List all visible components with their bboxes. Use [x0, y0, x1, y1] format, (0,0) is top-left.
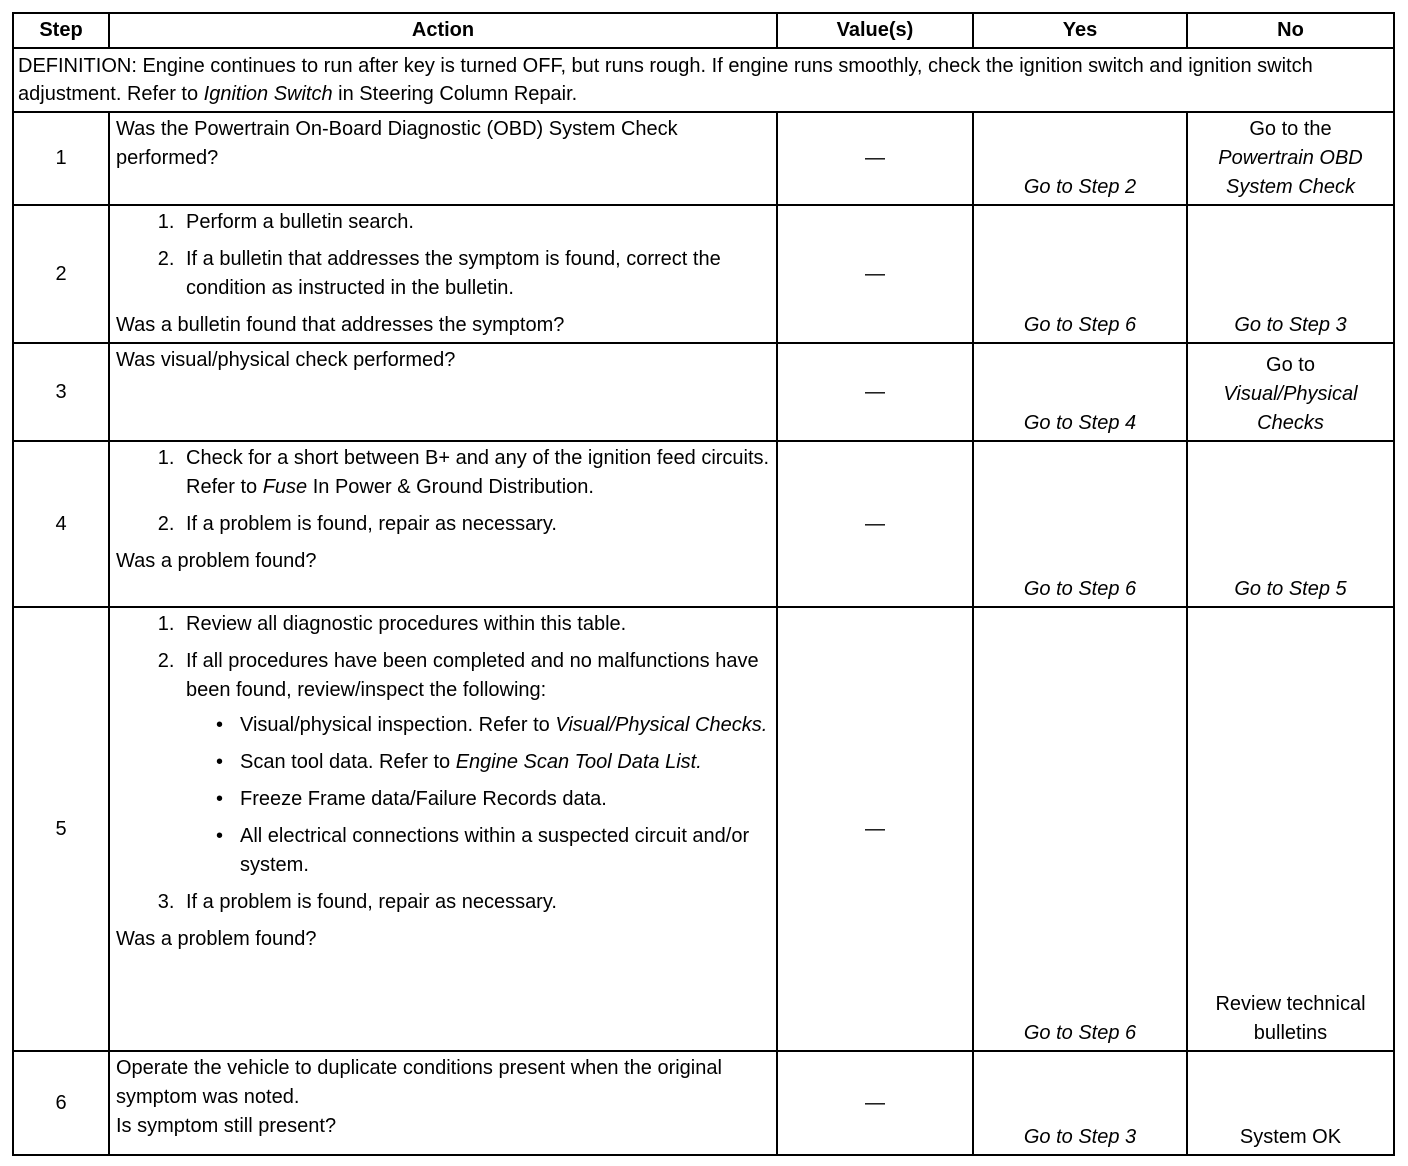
diagnostic-table [12, 12, 1395, 1156]
list-item [180, 444, 770, 502]
step-number: 3 [13, 343, 109, 441]
step-number: 5 [13, 607, 109, 1051]
action-question: Was a problem found? [116, 928, 317, 950]
list-item: 3. If a problem is found, repair as necessary. [180, 888, 770, 917]
value-cell: — [777, 607, 973, 1051]
no-cell [1187, 112, 1394, 205]
yes-cell: Go to Step 2 [973, 112, 1187, 205]
yes-cell: Go to Step 6 [973, 607, 1187, 1051]
yes-cell: Go to Step 6 [973, 441, 1187, 607]
action-list [116, 610, 770, 917]
action-cell: Was the Powertrain On-Board Diagnostic (OBD) System Check performed? [109, 112, 777, 205]
no-line: bulletins [1253, 1022, 1328, 1044]
header-action: Action [109, 13, 777, 48]
action-cell [109, 1051, 777, 1155]
no-cell: Go to Step 3 [1187, 205, 1394, 343]
no-line: Powertrain OBD [1218, 147, 1363, 169]
table-row [13, 205, 1394, 343]
bullet-list [186, 711, 770, 880]
no-line: Go to [1266, 354, 1315, 376]
no-line: Checks [1257, 412, 1324, 434]
no-cell: System OK [1187, 1051, 1394, 1155]
value-cell: — [777, 1051, 973, 1155]
action-list [116, 208, 770, 303]
no-cell: Go to Step 5 [1187, 441, 1394, 607]
step-number: 4 [13, 441, 109, 607]
bullet-item: • All electrical connections within a suspected circuit and/or system. [216, 822, 770, 880]
definition-suffix: in Steering Column Repair. [332, 83, 578, 105]
action-question: Was a problem found? [116, 550, 317, 572]
value-cell: — [777, 205, 973, 343]
action-cell [109, 205, 777, 343]
value-cell: — [777, 343, 973, 441]
table-row [13, 1051, 1394, 1155]
header-yes: Yes [973, 13, 1187, 48]
list-item: 1. Perform a bulletin search. [180, 208, 770, 237]
value-cell: — [777, 112, 973, 205]
action-cell: Was visual/physical check performed? [109, 343, 777, 441]
table-row [13, 607, 1394, 1051]
header-no: No [1187, 13, 1394, 48]
bullet-item [216, 711, 770, 740]
no-line: System Check [1226, 176, 1355, 198]
bullet-text: Scan tool data. Refer to [240, 751, 456, 773]
step-number: 6 [13, 1051, 109, 1155]
header-values: Value(s) [777, 13, 973, 48]
no-line: Visual/Physical [1223, 383, 1358, 405]
list-item: 1. Review all diagnostic procedures within this table. [180, 610, 770, 639]
list-item: 2. If a problem is found, repair as necessary. [180, 510, 770, 539]
no-cell [1187, 607, 1394, 1051]
scan-tool-link: Engine Scan Tool Data List. [455, 751, 702, 773]
definition-row [13, 48, 1394, 112]
yes-cell: Go to Step 4 [973, 343, 1187, 441]
header-step: Step [13, 13, 109, 48]
step-number: 2 [13, 205, 109, 343]
list-item: 2. If a bulletin that addresses the symptom is found, correct the condition as instructed in the bulletin. [180, 245, 770, 303]
list-item-text: In Power & Ground Distribution. [307, 476, 594, 498]
no-cell [1187, 343, 1394, 441]
no-line: Go to the [1249, 118, 1332, 140]
list-item-text: If all procedures have been completed and no malfunctions have been found, review/inspect the following: [186, 650, 759, 701]
action-question: Was a bulletin found that addresses the symptom? [116, 314, 565, 336]
yes-cell: Go to Step 3 [973, 1051, 1187, 1155]
list-item-text: Check for a short between B+ and any of the ignition feed circuits. Refer to [186, 447, 770, 498]
bullet-text: Visual/physical inspection. Refer to [240, 714, 556, 736]
bullet-item [216, 748, 770, 777]
no-line: Review technical [1215, 993, 1366, 1015]
action-text: Operate the vehicle to duplicate conditions present when the original symptom was noted. [116, 1057, 722, 1108]
list-item [180, 647, 770, 880]
yes-cell: Go to Step 6 [973, 205, 1187, 343]
action-list [116, 444, 770, 539]
table-row [13, 441, 1394, 607]
step-number: 1 [13, 112, 109, 205]
table-row [13, 343, 1394, 441]
definition-cell [13, 48, 1394, 112]
value-cell: — [777, 441, 973, 607]
action-question: Is symptom still present? [116, 1115, 337, 1137]
action-cell [109, 441, 777, 607]
header-row [13, 13, 1394, 48]
fuse-link: Fuse [262, 476, 308, 498]
definition-link: Ignition Switch [203, 83, 333, 105]
bullet-item: • Freeze Frame data/Failure Records data. [216, 785, 770, 814]
visual-physical-link: Visual/Physical Checks. [555, 714, 768, 736]
definition-text: DEFINITION: Engine continues to run after key is turned OFF, but runs rough. If engine runs smoothly, check the ignition switch and ignition switch adjustment. Refer to [18, 55, 1313, 105]
table-row [13, 112, 1394, 205]
action-cell [109, 607, 777, 1051]
